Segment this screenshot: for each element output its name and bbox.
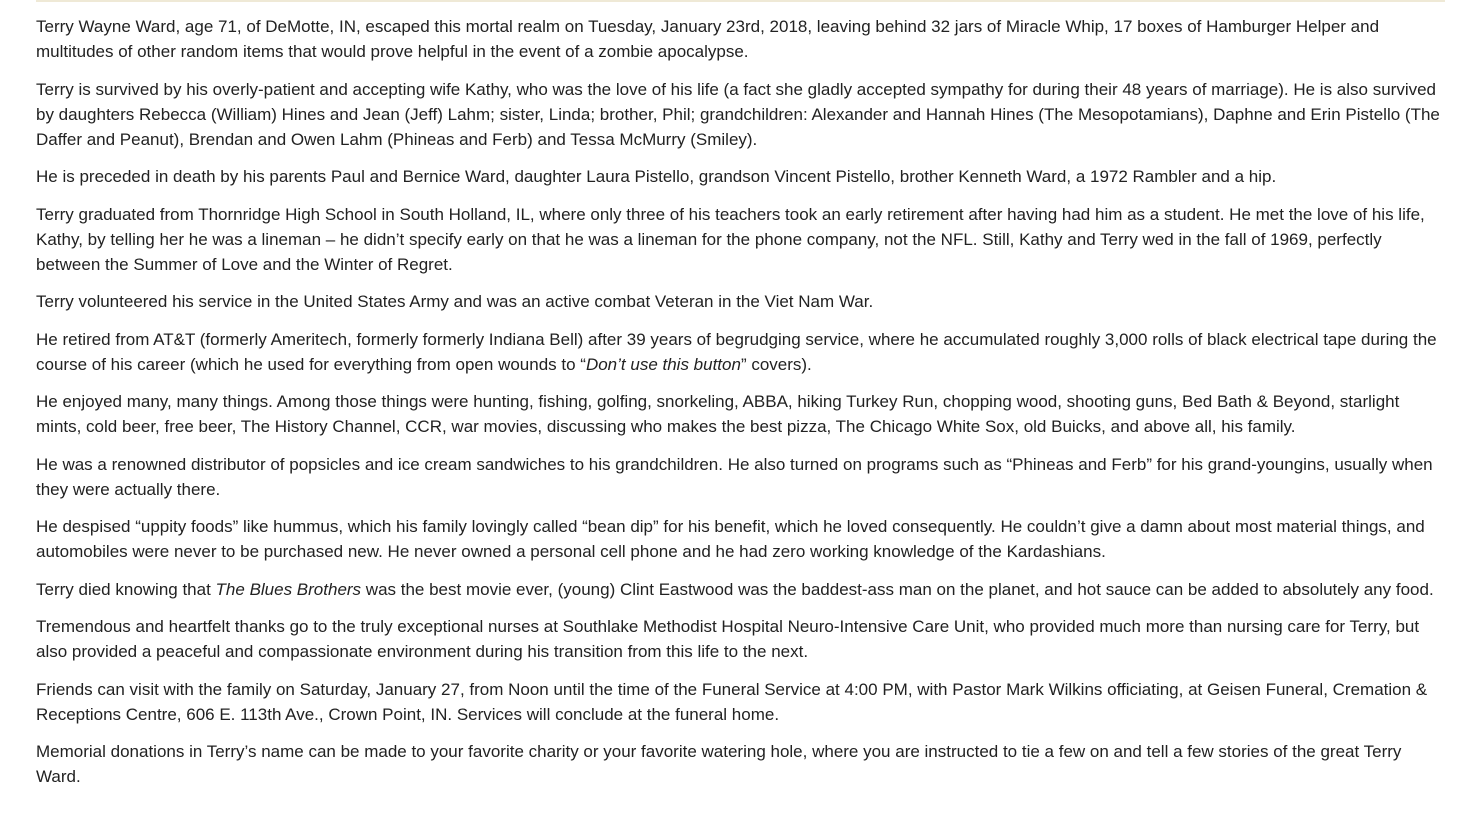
beliefs-text-end: was the best movie ever, (young) Clint Eastwood was the baddest-ass man on the planet, and hot sauce can be added to absolutely any food. <box>361 579 1434 599</box>
paragraph-intro: Terry Wayne Ward, age 71, of DeMotte, IN, escaped this mortal realm on Tuesday, January 23rd, 2018, leaving behind 32 jars of Miracle Whip, 17 boxes of Hamburger Helper and multitudes of other random items that would prove helpful in the event of a zombie apocalypse. <box>36 17 1380 61</box>
paragraph-preceded: He is preceded in death by his parents Paul and Bernice Ward, daughter Laura Pistello, grandson Vincent Pistello, brother Kenneth Ward, a 1972 Rambler and a hip. <box>36 167 1277 186</box>
movie-title-emphasis: The Blues Brothers <box>215 579 362 599</box>
paragraph-hobbies: He enjoyed many, many things. Among those things were hunting, fishing, golfing, snorkeling, ABBA, hiking Turkey Run, chopping wood, shooting guns, Bed Bath & Beyond, starlight mints, cold beer, free beer, The History Channel, CCR, war movies, discussing who makes the best pizza, The Chicago White Sox, old Buicks, and above all, his family. <box>36 392 1400 436</box>
paragraph-dislikes: He despised “uppity foods” like hummus, which his family lovingly called “bean dip” for his benefit, which he loved consequently. He couldn’t give a damn about most material things, and automobiles were never to be purchased new. He never owned a personal cell phone and he had zero working knowledge of the Kardashians. <box>36 517 1425 561</box>
career-text-start: He retired from AT&T (formerly Ameritech, formerly formerly Indiana Bell) after 39 years of begrudging service, where he accumulated roughly 3,000 rolls of black electrical tape during the course of his career (which he used for everything from open wounds to “ <box>36 329 1437 374</box>
paragraph-military: Terry volunteered his service in the United States Army and was an active combat Veteran in the Viet Nam War. <box>36 292 874 311</box>
paragraph-grandchildren: He was a renowned distributor of popsicles and ice cream sandwiches to his grandchildren. He also turned on programs such as “Phineas and Ferb” for his grand-youngins, usually when they were actually there. <box>36 454 1433 499</box>
paragraph-career <box>36 327 1446 377</box>
career-text-end: ” covers). <box>740 354 812 374</box>
paragraph-survivors: Terry is survived by his overly-patient and accepting wife Kathy, who was the love of his life (a fact she gladly accepted sympathy for during their 48 years of marriage). He is also survived by daughters Rebecca (William) Hines and Jean (Jeff) Lahm; sister, Linda; brother, Phil; grandchildren: Alexander and Hannah Hines (The Mesopotamians), Daphne and Erin Pistello (The Daffer and Peanut), Brendan and Owen Lahm (Phineas and Ferb) and Tessa McMurry (Smiley). <box>36 79 1440 149</box>
paragraph-memorials: Memorial donations in Terry’s name can be made to your favorite charity or your favorite watering hole, where you are instructed to tie a few on and tell a few stories of the great Terry Ward. <box>36 742 1402 786</box>
paragraph-education: Terry graduated from Thornridge High School in South Holland, IL, where only three of his teachers took an early retirement after having had him as a student. He met the love of his life, Kathy, by telling her he was a lineman – he didn’t specify early on that he was a lineman for the phone company, not the NFL. Still, Kathy and Terry wed in the fall of 1969, perfectly between the Summer of Love and the Winter of Regret. <box>36 204 1425 274</box>
paragraph-beliefs <box>36 577 1446 602</box>
paragraph-services: Friends can visit with the family on Saturday, January 27, from Noon until the time of the Funeral Service at 4:00 PM, with Pastor Mark Wilkins officiating, at Geisen Funeral, Cremation & Receptions Centre, 606 E. 113th Ave., Crown Point, IN. Services will conclude at the funeral home. <box>36 679 1428 724</box>
beliefs-text-start: Terry died knowing that <box>36 579 216 599</box>
career-quote-emphasis: Don’t use this button <box>585 354 741 374</box>
top-divider <box>36 0 1445 2</box>
obituary-body <box>36 14 1446 802</box>
paragraph-thanks: Tremendous and heartfelt thanks go to the truly exceptional nurses at Southlake Methodist Hospital Neuro-Intensive Care Unit, who provided much more than nursing care for Terry, but also provided a peaceful and compassionate environment during his transition from this life to the next. <box>36 617 1420 661</box>
